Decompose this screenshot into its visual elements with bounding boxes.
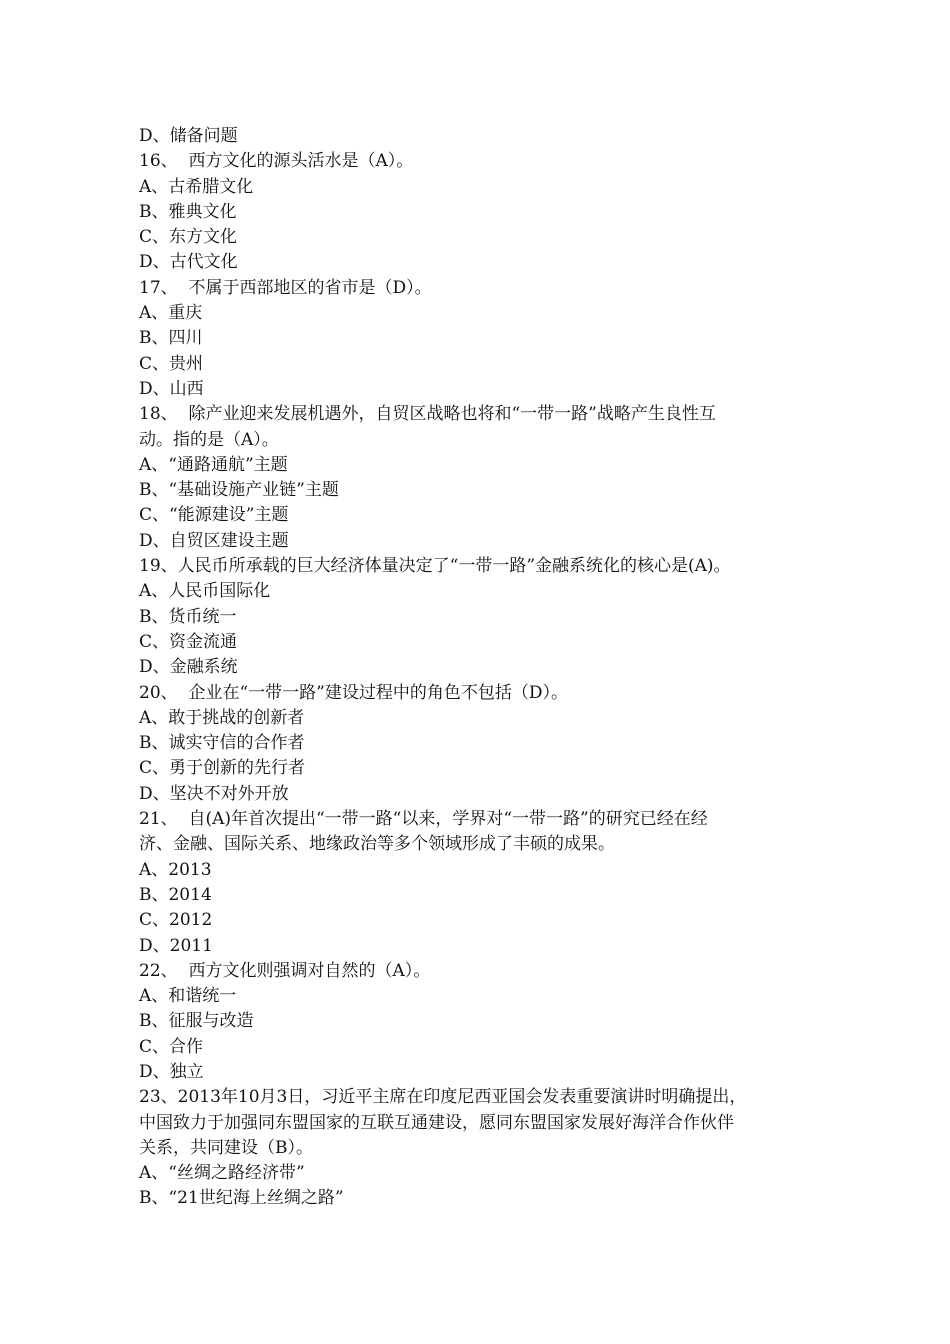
question-23-continued: 关系，共同建设（B）。	[139, 1137, 313, 1158]
question-23-continued: 中国致力于加强同东盟国家的互联互通建设，愿同东盟国家发展好海洋合作伙伴	[139, 1112, 734, 1133]
option-line: A、“通路通航”主题	[139, 454, 288, 475]
option-line: A、敢于挑战的创新者	[139, 707, 305, 728]
question-21-continued: 济、金融、国际关系、地缘政治等多个领域形成了丰硕的成果。	[139, 834, 615, 855]
option-line: D、2011	[139, 935, 213, 956]
option-line: D、自贸区建设主题	[139, 530, 289, 551]
option-line: A、“丝绸之路经济带”	[139, 1163, 305, 1184]
option-line: C、贵州	[139, 353, 204, 374]
option-line: B、“基础设施产业链”主题	[139, 480, 339, 501]
question-19: 19、人民币所承载的巨大经济体量决定了“一带一路”金融系统化的核心是(A)。	[139, 556, 731, 577]
question-18: 18、 除产业迎来发展机遇外，自贸区战略也将和“一带一路”战略产生良性互	[139, 404, 716, 425]
option-line: A、和谐统一	[139, 986, 237, 1007]
question-21: 21、 自(A)年首次提出“一带一路“以来，学界对“一带一路”的研究已经在经	[139, 809, 708, 830]
option-line: B、“21世纪海上丝绸之路”	[139, 1188, 344, 1209]
option-line: D、山西	[139, 378, 204, 399]
option-line: A、重庆	[139, 303, 203, 324]
option-line: A、2013	[139, 859, 212, 880]
question-17: 17、 不属于西部地区的省市是（D）。	[139, 277, 432, 298]
option-line: A、人民币国际化	[139, 581, 271, 602]
option-line: D、古代文化	[139, 252, 238, 273]
option-line: B、征服与改造	[139, 1011, 254, 1032]
option-line: C、勇于创新的先行者	[139, 758, 306, 779]
option-line: C、合作	[139, 1036, 204, 1057]
option-line: C、2012	[139, 910, 213, 931]
question-22: 22、 西方文化则强调对自然的（A）。	[139, 960, 431, 981]
option-line: D、坚决不对外开放	[139, 783, 289, 804]
option-line: B、货币统一	[139, 606, 237, 627]
question-20: 20、 企业在“一带一路”建设过程中的角色不包括（D）。	[139, 682, 568, 703]
document-body	[139, 124, 819, 1212]
question-16: 16、 西方文化的源头活水是（A）。	[139, 151, 414, 172]
question-18-continued: 动。指的是（A）。	[139, 429, 279, 450]
option-line: B、雅典文化	[139, 201, 237, 222]
option-line: B、诚实守信的合作者	[139, 733, 305, 754]
option-line: D、金融系统	[139, 657, 238, 678]
option-line: C、资金流通	[139, 631, 238, 652]
option-line: C、东方文化	[139, 227, 238, 248]
option-line: C、“能源建设”主题	[139, 505, 289, 526]
option-line: B、2014	[139, 884, 212, 905]
option-line: D、储备问题	[139, 126, 238, 146]
option-line: A、古希腊文化	[139, 176, 254, 197]
option-line: D、独立	[139, 1061, 204, 1082]
question-23: 23、2013年10月3日，习近平主席在印度尼西亚国会发表重要演讲时明确提出，	[139, 1087, 747, 1108]
option-line: B、四川	[139, 328, 203, 349]
